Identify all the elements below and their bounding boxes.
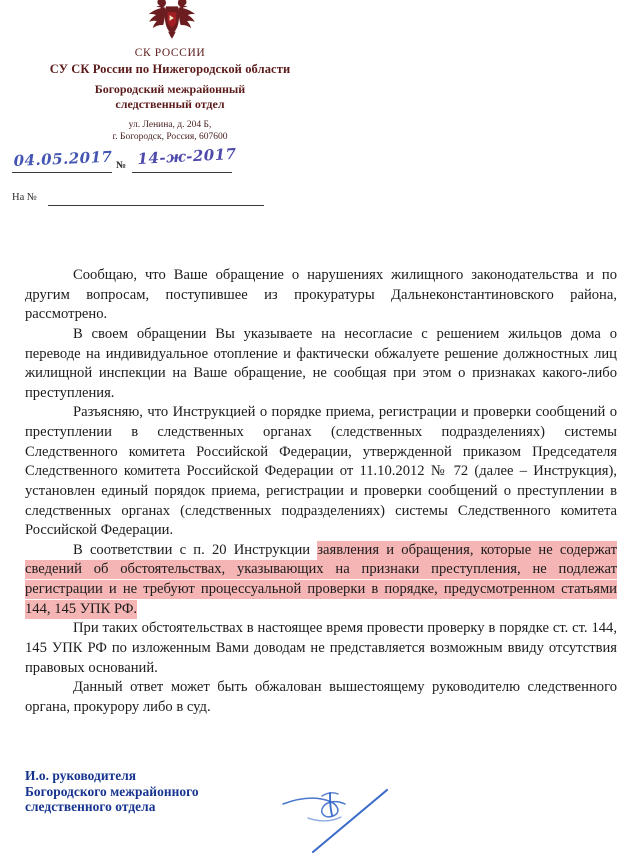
paragraph-6: Данный ответ может быть обжалован вышестоящему руководителю следственного органа, прокурору либо в суд. xyxy=(25,679,617,715)
department-name-line1: Богородский межрайонный xyxy=(94,82,246,96)
reference-line xyxy=(12,144,252,178)
paragraph-1: Сообщаю, что Ваше обращение о нарушениях жилищного законодательства и по другим вопросам, поступившее из прокуратуры Дальнеконстантиновского района, рассмотрено. xyxy=(25,267,617,323)
highlighted-passage: заявления и обращения, которые не содержат сведений об обстоятельствах, указывающих на признаки преступления, не подлежат регистрации и не требуют процессуальной проверки в порядке, предусмотренном статьями 144, 145 УПК РФ. xyxy=(25,541,618,617)
address-city: г. Богородск, Россия, 607600 xyxy=(112,132,228,143)
incoming-reference-label: На № xyxy=(12,192,37,203)
handwritten-number: 14-ж-2017 xyxy=(137,144,238,168)
incoming-reference-line xyxy=(12,192,272,212)
letter-body xyxy=(25,266,617,717)
paragraph-4-prefix: В соответствии с п. 20 Инструкции xyxy=(73,541,318,558)
letterhead xyxy=(0,0,340,143)
number-symbol-label: № xyxy=(116,160,127,171)
signatory-title-line1: И.о. руководителя xyxy=(25,768,137,783)
signatory-title-line2: Богородского межрайонного xyxy=(25,783,199,799)
russian-double-headed-eagle-emblem xyxy=(142,0,198,46)
regional-department-name: СУ СК России по Нижегородской области xyxy=(49,62,291,76)
address-street: ул. Ленина, д. 204 Б, xyxy=(128,119,212,130)
organization-short-name: СК РОССИИ xyxy=(134,47,206,59)
signature-block xyxy=(25,768,425,815)
signatory-title-line3: следственного отдела xyxy=(25,799,156,815)
number-rule xyxy=(132,172,232,173)
paragraph-2: В своем обращении Вы указываете на несогласие с решением жильцов дома о переводе на индивидуальное отопление и фактически обжалуете решение должностных лиц жилищной инспекции на Ваше обращение, не сообщая при этом о признаках какого-либо преступления. xyxy=(25,325,617,401)
department-name-line2: следственный отдел xyxy=(115,97,225,112)
emblem-container xyxy=(0,0,340,46)
date-rule xyxy=(12,172,112,173)
department-name xyxy=(0,82,340,113)
department-address xyxy=(0,119,340,144)
paragraph-3: Разъясняю, что Инструкцией о порядке приема, регистрации и проверки сообщений о преступлении в следственных органах (следственных подразделениях) системы Следственного комитета Российской Федерации, утвержденной приказом Председателя Следственного комитета Российской Федерации от 11.10.2012 № 72 (далее – Инструкция), установлен единый порядок приема, регистрации и проверки сообщений о преступлении в следственных органах (следственных подразделениях) системы Следственного комитета Российской Федерации. xyxy=(25,404,617,539)
handwritten-date: 04.05.2017 xyxy=(13,147,113,170)
paragraph-5: При таких обстоятельствах в настоящее время провести проверку в порядке ст. ст. 144, 145 УПК РФ по изложенным Вами доводам не представляется возможным ввиду отсутствия правовых оснований. xyxy=(25,620,617,676)
paragraph-4 xyxy=(25,541,617,620)
incoming-reference-rule xyxy=(48,205,264,206)
